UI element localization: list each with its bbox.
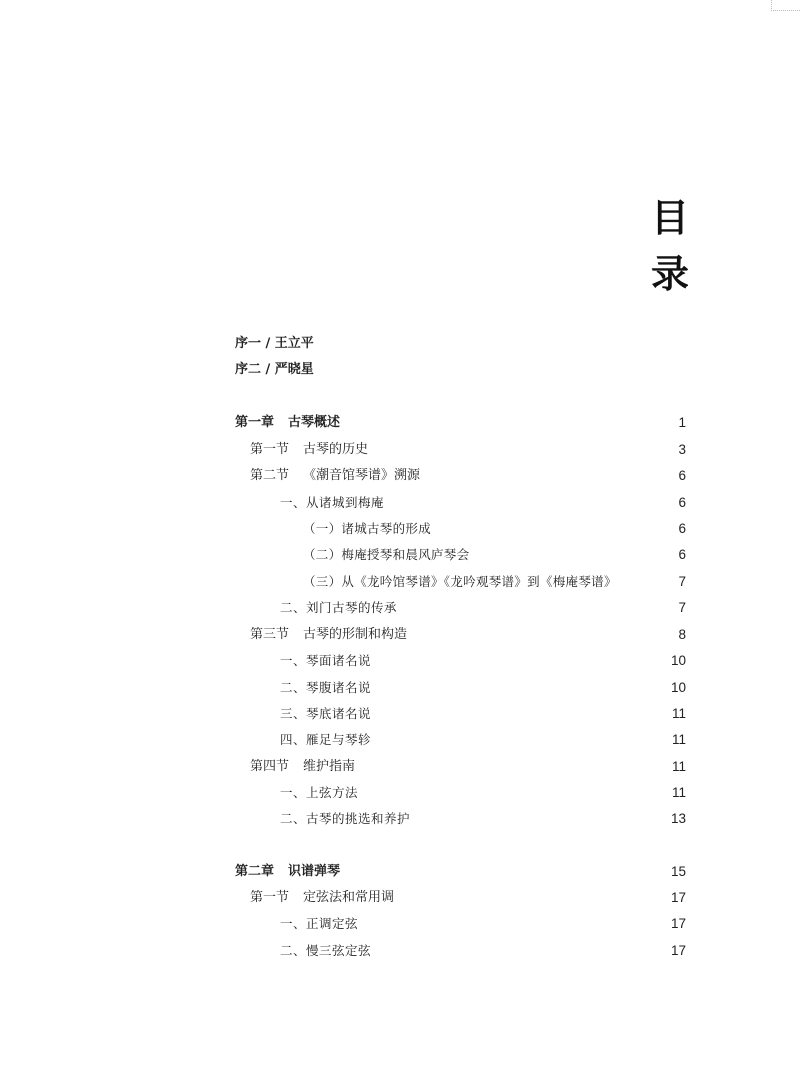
- toc-subsection[interactable]: [0, 912, 800, 936]
- toc-chapter-1[interactable]: [0, 411, 800, 435]
- toc-subsection[interactable]: [0, 676, 800, 700]
- page-number: 7: [678, 600, 686, 615]
- section-number: 第一节: [250, 890, 290, 905]
- subsection-label: 二、琴腹诸名说: [280, 680, 372, 695]
- subsection-label: 三、琴底诸名说: [280, 706, 372, 721]
- section-title: 维护指南: [303, 759, 356, 774]
- sub-subsection-label: （三）从《龙吟馆琴谱》《龙吟观琴谱》到《梅庵琴谱》: [303, 574, 617, 589]
- section-number: 第二节: [250, 468, 290, 483]
- page-number: 15: [670, 864, 686, 879]
- page-number: 13: [670, 811, 686, 826]
- page-number: 10: [670, 653, 686, 668]
- subsection-label: 一、上弦方法: [280, 785, 359, 800]
- toc-subsection[interactable]: [0, 807, 800, 831]
- section-title: 古琴的历史: [303, 442, 369, 457]
- toc-section[interactable]: [0, 886, 800, 910]
- chapter-title: 古琴概述: [288, 415, 341, 430]
- toc-subsection[interactable]: [0, 702, 800, 726]
- toc-sub-subsection[interactable]: [0, 543, 800, 567]
- preface-label: 序二 / 严晓星: [235, 362, 314, 377]
- subsection-label: 四、雁足与琴轸: [280, 732, 372, 747]
- toc-subsection[interactable]: [0, 649, 800, 673]
- page-number: 11: [671, 759, 686, 774]
- section-number: 第三节: [250, 627, 290, 642]
- toc-preface-2[interactable]: [0, 358, 800, 382]
- chapter-title: 识谱弹琴: [288, 864, 341, 879]
- toc-chapter-2[interactable]: [0, 860, 800, 884]
- section-title: 《潮音馆琴谱》溯源: [303, 468, 421, 483]
- toc-sub-subsection[interactable]: [0, 517, 800, 541]
- page-corner-mark: [771, 0, 800, 11]
- page-number: 11: [671, 732, 686, 747]
- subsection-label: 二、古琴的挑选和养护: [280, 811, 411, 826]
- toc-section[interactable]: [0, 623, 800, 647]
- toc-subsection[interactable]: [0, 939, 800, 963]
- toc-subsection[interactable]: [0, 781, 800, 805]
- section-number: 第一节: [250, 442, 290, 457]
- page-number: 6: [678, 468, 686, 483]
- subsection-label: 一、琴面诸名说: [280, 653, 372, 668]
- sub-subsection-label: （一）诸城古琴的形成: [303, 521, 432, 536]
- page-number: 11: [671, 785, 686, 800]
- toc-section[interactable]: [0, 464, 800, 488]
- page-number: 17: [670, 943, 686, 958]
- chapter-number: 第二章: [235, 864, 275, 879]
- page-number: 17: [670, 916, 686, 931]
- toc-preface-1[interactable]: [0, 332, 800, 356]
- section-title: 古琴的形制和构造: [303, 627, 408, 642]
- subsection-label: 一、正调定弦: [280, 916, 359, 931]
- toc-subsection[interactable]: [0, 728, 800, 752]
- toc-subsection[interactable]: [0, 491, 800, 515]
- page-number: 8: [678, 627, 686, 642]
- page-number: 6: [678, 547, 686, 562]
- page-number: 10: [670, 680, 686, 695]
- page-number: 11: [671, 706, 686, 721]
- page-number: 1: [678, 415, 686, 430]
- preface-label: 序一 / 王立平: [235, 336, 314, 351]
- page-number: 17: [670, 890, 686, 905]
- toc-subsection[interactable]: [0, 596, 800, 620]
- page-number: 6: [678, 521, 686, 536]
- toc-section[interactable]: [0, 438, 800, 462]
- page-number: 6: [678, 495, 686, 510]
- section-title: 定弦法和常用调: [303, 890, 395, 905]
- subsection-label: 二、慢三弦定弦: [280, 943, 372, 958]
- subsection-label: 一、从诸城到梅庵: [280, 495, 385, 510]
- page-number: 7: [678, 574, 686, 589]
- page-number: 3: [678, 442, 686, 457]
- subsection-label: 二、刘门古琴的传承: [280, 600, 398, 615]
- section-number: 第四节: [250, 759, 290, 774]
- sub-subsection-label: （二）梅庵授琴和晨风庐琴会: [303, 547, 470, 562]
- toc-title-char-2: 录: [650, 251, 689, 296]
- toc-sub-subsection[interactable]: [0, 570, 800, 594]
- toc-title-char-1: 目: [650, 195, 689, 240]
- toc-section[interactable]: [0, 755, 800, 779]
- chapter-number: 第一章: [235, 415, 275, 430]
